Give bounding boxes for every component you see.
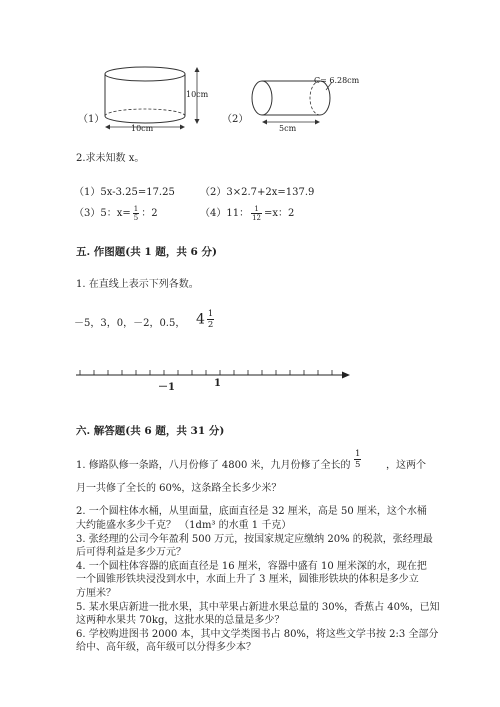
problem-4-line-3: 方厘米？ <box>76 588 116 599</box>
figure-2-circumference-label: C= 6.28cm <box>314 76 360 85</box>
q2-equation-1: （1）5x-3.25=17.25 <box>74 187 175 198</box>
number-list <box>74 314 185 329</box>
figure-2-label: （2） <box>222 114 249 125</box>
mixed-number-whole: 4 <box>196 311 205 328</box>
problem-4-line-1: 4. 一个圆柱体容器的底面直径是 16 厘米，容器中盛有 10 厘米深的水，现在把 <box>76 561 427 572</box>
problem-1-fraction-numerator: 1 <box>355 449 361 459</box>
q2-eq4-fraction <box>251 205 262 222</box>
problem-3-line-1: 3. 张经理的公司今年盈利 500 万元，按国家规定应缴纳 20% 的税款，张经理最 <box>76 534 433 545</box>
problem-1-fraction-value <box>354 449 361 470</box>
problem-1-line-2: 月一共修了全长的 60%，这条路全长多少米？ <box>76 483 282 494</box>
problem-6-line-2: 给中、高年级，高年级可以分得多少本？ <box>76 642 256 653</box>
problem-5-line-2: 这两种水果共 70kg，这批水果的总量是多少？ <box>76 615 285 626</box>
q2-title: 2.求未知数 x。 <box>76 153 145 164</box>
problem-1-fraction-denominator: 5 <box>355 460 361 470</box>
number-list-values: －5，3，0，－2，0.5， <box>74 318 186 329</box>
problem-1-line-1-end: ，这两个 <box>386 460 426 471</box>
problem-1-line-1: 1. 修路队修一条路，八月份修了 4800 米，九月份修了全长的 <box>76 460 351 471</box>
q2-eq4-denominator: 12 <box>252 214 262 222</box>
q2-equation-4 <box>200 204 294 222</box>
figure-2-length-label: 5cm <box>279 124 297 133</box>
q2-eq3-fraction <box>133 205 139 222</box>
problem-4-line-2: 一个圆锥形铁块浸没到水中，水面上升了 3 厘米，圆锥形铁块的体积是多少立 <box>76 574 419 585</box>
q2-eq4-prefix: （4）11： <box>200 208 250 219</box>
number-line-tick-1: 1 <box>214 378 221 389</box>
q2-eq3-prefix: （3）5：x= <box>74 208 131 219</box>
mixed-number-fraction <box>207 309 214 330</box>
problem-6-line-1: 6. 学校购进图书 2000 本，其中文学类图书占 80%，将这些文学书按 2:3 全部分 <box>76 629 439 640</box>
problem-5-line-1: 5. 某水果店新进一批水果，其中苹果占新进水果总量的 30%，香蕉占 40%，已知 <box>76 602 440 613</box>
number-line-tick-neg1: －1 <box>158 382 175 393</box>
problem-2-line-2: 大约能盛水多少千克？ （1dm³ 的水重 1 千克） <box>76 520 292 531</box>
section-5-question-1: 1. 在直线上表示下列各数。 <box>76 279 199 290</box>
problem-3-line-2: 后可得利益是多少万元？ <box>76 547 186 558</box>
q2-equation-2: （2）3×2.7+2x=137.9 <box>200 187 315 198</box>
q2-equation-3 <box>74 204 158 222</box>
problem-2-line-1: 2. 一个圆柱体水桶，从里面量，底面直径是 32 厘米，高是 50 厘米，这个水桶 <box>76 506 427 517</box>
q2-eq3-suffix: ：2 <box>141 208 158 219</box>
mixed-number-denominator: 2 <box>207 320 214 330</box>
section-6-heading: 六. 解答题(共 6 题，共 31 分) <box>76 425 225 437</box>
q2-eq3-numerator: 1 <box>133 205 139 213</box>
problem-1-fraction <box>352 449 363 470</box>
figure-1-label: （1） <box>78 114 105 125</box>
section-5-heading: 五. 作图题(共 1 题，共 6 分) <box>76 246 217 258</box>
mixed-number-numerator: 1 <box>207 309 214 319</box>
q2-eq3-denominator: 5 <box>133 214 139 222</box>
q2-eq4-numerator: 1 <box>251 205 262 214</box>
figure-1-width-label: 10cm <box>131 124 154 133</box>
mixed-number <box>196 309 216 330</box>
figure-1-height-label: 10cm <box>186 90 209 99</box>
q2-eq4-suffix: =x：2 <box>264 208 295 219</box>
